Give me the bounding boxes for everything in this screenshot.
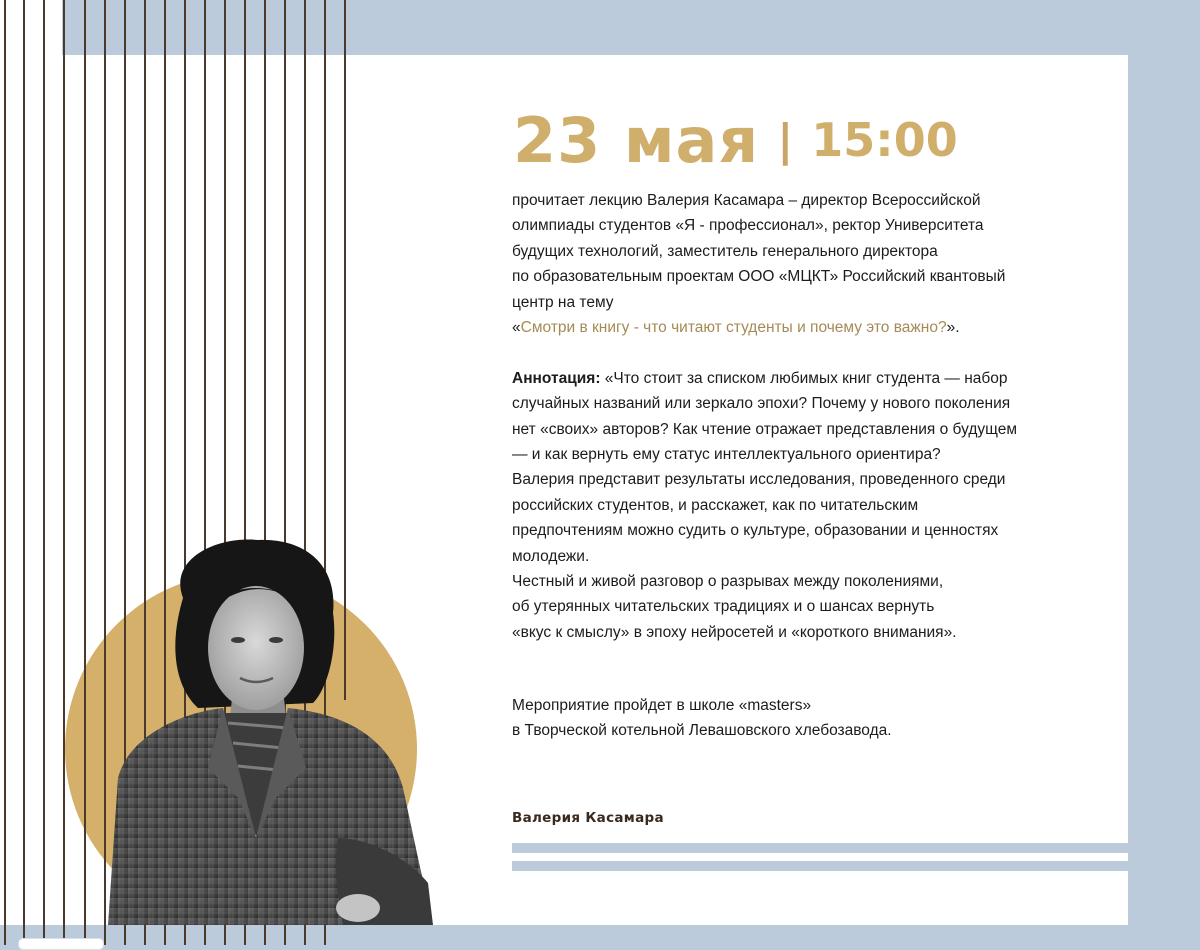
annotation-line: об утерянных читательских традициях и о шансах вернуть bbox=[512, 598, 935, 616]
corner-tab bbox=[18, 938, 104, 950]
decor-band-bottom bbox=[512, 861, 1128, 871]
intro-line: будущих технологий, заместитель генерального директора bbox=[512, 242, 938, 260]
decor-band-top bbox=[512, 843, 1128, 853]
annotation-line: «вкус к смыслу» в эпоху нейросетей и «короткого внимания». bbox=[512, 623, 957, 641]
date-separator: | bbox=[777, 114, 794, 166]
annotation-line: — и как вернуть ему статус интеллектуального ориентира? bbox=[512, 446, 941, 464]
topic-open-quote: « bbox=[512, 319, 521, 337]
speaker-signature: Валерия Касамара bbox=[512, 810, 664, 826]
intro-line: олимпиады студентов «Я - профессионал», ректор Университета bbox=[512, 217, 984, 235]
annotation-first-line bbox=[512, 366, 1087, 391]
annotation-line: случайных названий или зеркало эпохи? Почему у нового поколения bbox=[512, 395, 1011, 413]
topic-close-quote: ». bbox=[946, 319, 960, 337]
venue-line: Мероприятие пройдет в школе «masters» bbox=[512, 697, 812, 714]
intro-line: центр на тему bbox=[512, 293, 614, 311]
venue-line: в Творческой котельной Левашовского хлебозавода. bbox=[512, 722, 892, 740]
annotation-line: предпочтениям можно судить о культуре, образовании и ценностях bbox=[512, 522, 999, 540]
intro-line: по образовательным проектам ООО «МЦКТ» Российский квантовый bbox=[512, 268, 1006, 286]
topic-title: Смотри в книгу - что читают студенты и почему это важно? bbox=[520, 319, 947, 337]
event-date: 23 мая bbox=[513, 103, 760, 177]
spacer bbox=[512, 340, 1087, 365]
event-datetime bbox=[513, 100, 958, 180]
left-white-strip bbox=[0, 0, 62, 945]
annotation-label: Аннотация: bbox=[512, 369, 601, 387]
lecture-topic bbox=[512, 315, 1087, 340]
annotation-line: российских студентов, и расскажет, как по читательским bbox=[512, 496, 919, 514]
annotation-line: Честный и живой разговор о разрывах между поколениями, bbox=[512, 573, 944, 591]
annotation-line: Валерия представит результаты исследования, проведенного среди bbox=[512, 471, 1006, 489]
event-time: 15:00 bbox=[811, 113, 958, 167]
bottom-blue-band bbox=[0, 925, 1200, 945]
annotation-text: «Что стоит за списком любимых книг студента — набор bbox=[600, 369, 1008, 387]
intro-line: прочитает лекцию Валерия Касамара – директор Всероссийской bbox=[512, 192, 981, 209]
annotation-line: молодежи. bbox=[512, 547, 590, 565]
speaker-portrait bbox=[88, 538, 438, 925]
annotation-line: нет «своих» авторов? Как чтение отражает представления о будущем bbox=[512, 420, 1017, 438]
lecture-description bbox=[512, 188, 1087, 645]
venue-info bbox=[512, 693, 1087, 744]
